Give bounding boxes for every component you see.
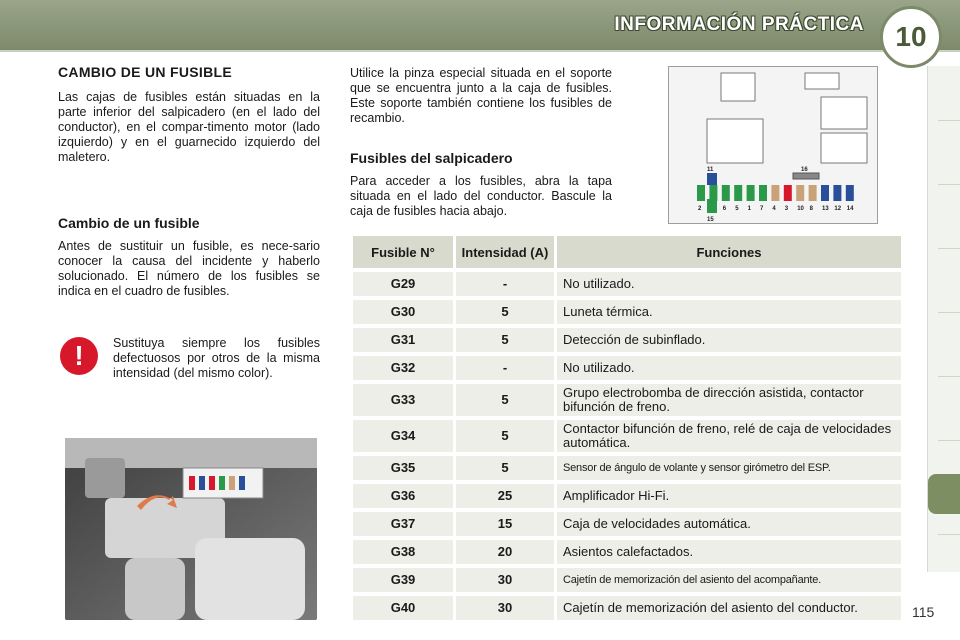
fuse-function: Caja de velocidades automática.: [557, 512, 901, 536]
table-row: [353, 596, 901, 620]
fuse-box-layout-svg: [669, 67, 877, 223]
middle-column: [350, 66, 612, 219]
fuse-id: G38: [353, 540, 453, 564]
fuse-slot-label: 5: [735, 206, 739, 212]
fuse-amp: -: [456, 356, 554, 380]
fuse-function: Amplificador Hi-Fi.: [557, 484, 901, 508]
fuse-slot: [722, 185, 730, 201]
fuse-slot: [747, 185, 755, 201]
section-title: CAMBIO DE UN FUSIBLE: [58, 64, 232, 80]
fuse-slot: [821, 185, 829, 201]
header-divider: [0, 50, 960, 52]
fuse-tweezer-photo: [65, 438, 317, 620]
warning-text: Sustituya siempre los fusibles defectuosos por otros de la misma intensidad (del mismo color).: [113, 336, 320, 380]
table-row: [353, 540, 901, 564]
fuse-slot: [771, 185, 779, 201]
table-row: [353, 356, 901, 380]
fuse-box-photo-illustration: [65, 438, 317, 620]
fuse-slot: [846, 185, 854, 201]
table-row: [353, 272, 901, 296]
fuse-amp: 30: [456, 596, 554, 620]
fuse-id: G39: [353, 568, 453, 592]
fuse-id: G36: [353, 484, 453, 508]
fuse-amp: 5: [456, 328, 554, 352]
fuse-slot: [734, 185, 742, 201]
fuse-slot-label: 6: [722, 206, 727, 212]
fuse-id: G37: [353, 512, 453, 536]
fuse-box-diagram: [668, 66, 878, 224]
fuse-function: Cajetín de memorización del asiento del acompañante.: [557, 568, 901, 592]
table-row: [353, 300, 901, 324]
fuse-function: No utilizado.: [557, 272, 901, 296]
fuse-amp: 20: [456, 540, 554, 564]
fuse-amp: 5: [456, 420, 554, 452]
chapter-title: INFORMACIÓN PRÁCTICA: [614, 14, 864, 35]
fuse-slot-label: 10: [797, 206, 804, 212]
table-row: [353, 568, 901, 592]
fuse-slot-label: 3: [784, 206, 789, 212]
fuse-id: G30: [353, 300, 453, 324]
header-intensity: Intensidad (A): [456, 236, 554, 268]
warning-icon: !: [60, 337, 98, 375]
fuse-row: [697, 185, 854, 212]
dashboard-fuses-title: Fusibles del salpicadero: [350, 150, 513, 166]
fuse-function: No utilizado.: [557, 356, 901, 380]
fuse-slot: [697, 185, 705, 201]
fuse-id: G40: [353, 596, 453, 620]
fuse-label-top-1: 11: [707, 167, 714, 173]
fuse-slot-label: 12: [834, 206, 842, 212]
table-row: [353, 384, 901, 416]
fuse-amp: 30: [456, 568, 554, 592]
header-functions: Funciones: [557, 236, 901, 268]
fuse-id: G29: [353, 272, 453, 296]
fuse-function: Grupo electrobomba de dirección asistida, contactor bifunción de freno.: [557, 384, 901, 416]
fuse-function: Asientos calefactados.: [557, 540, 901, 564]
table-row: [353, 484, 901, 508]
fuse-amp: 5: [456, 300, 554, 324]
header-fuse-number: Fusible N°: [353, 236, 453, 268]
fuse-id: G31: [353, 328, 453, 352]
fuse-id: G34: [353, 420, 453, 452]
table-header-row: [353, 236, 901, 268]
fuse-slot: [784, 185, 792, 201]
subsection-paragraph: Antes de sustituir un fusible, es nece-sario conocer la causa del incidente y haberlo solucionado. El número de los fusibles se indica en el cuadro de fusibles.: [58, 239, 320, 298]
fuse-slot: [796, 185, 804, 201]
fuse-function: Sensor de ángulo de volante y sensor girómetro del ESP.: [557, 456, 901, 480]
dashboard-fuses-paragraph: Para acceder a los fusibles, abra la tapa situada en el lado del conductor. Bascule la caja de fusibles hacia abajo.: [350, 174, 612, 218]
page-number: 115: [912, 604, 935, 620]
fuse-id: G35: [353, 456, 453, 480]
table-row: [353, 420, 901, 452]
fuse-amp: 15: [456, 512, 554, 536]
table-row: [353, 512, 901, 536]
fuse-function: Luneta térmica.: [557, 300, 901, 324]
fuse-slot-label: 1: [747, 206, 751, 212]
fuse-slot: [833, 185, 841, 201]
fuse-slot: [809, 185, 817, 201]
fuse-amp: 5: [456, 456, 554, 480]
fuse-slot-label: 13: [822, 206, 829, 212]
fuse-amp: -: [456, 272, 554, 296]
fuse-function: Contactor bifunción de freno, relé de caja de velocidades automática.: [557, 420, 901, 452]
fuse-id: G33: [353, 384, 453, 416]
chapter-number-badge: 10: [880, 6, 942, 68]
table-row: [353, 456, 901, 480]
fuse-function: Cajetín de memorización del asiento del conductor.: [557, 596, 901, 620]
fuse-amp: 25: [456, 484, 554, 508]
subsection-title: Cambio de un fusible: [58, 215, 200, 231]
fuse-amp: 5: [456, 384, 554, 416]
fuse-slot-label: 4: [772, 206, 776, 212]
fuse-id: G32: [353, 356, 453, 380]
fuse-function: Detección de subinflado.: [557, 328, 901, 352]
fuse-slot-label: 8: [809, 206, 813, 212]
table-row: [353, 328, 901, 352]
fuse-table: [350, 232, 904, 624]
intro-paragraph: Las cajas de fusibles están situadas en la parte inferior del salpicadero (en el lado del conductor), en el compar-timento motor (lado izquierdo) y en el guarnecido izquierdo del maletero.: [58, 90, 320, 164]
fuse-label-extra: 15: [707, 217, 714, 223]
left-column: [58, 64, 320, 299]
tweezer-paragraph: Utilice la pinza especial situada en el soporte que se encuentra junto a la caja de fusibles. Este soporte también contiene los fusibles de recambio.: [350, 66, 612, 125]
active-chapter-tab: [928, 474, 960, 514]
fuse-slot-label: 2: [698, 206, 702, 212]
fuse-slot-label: 7: [760, 206, 764, 212]
fuse-label-top-2: 16: [801, 167, 808, 173]
fuse-slot: [759, 185, 767, 201]
fuse-slot-label: 14: [846, 206, 854, 212]
fuse-slot: [709, 185, 717, 201]
